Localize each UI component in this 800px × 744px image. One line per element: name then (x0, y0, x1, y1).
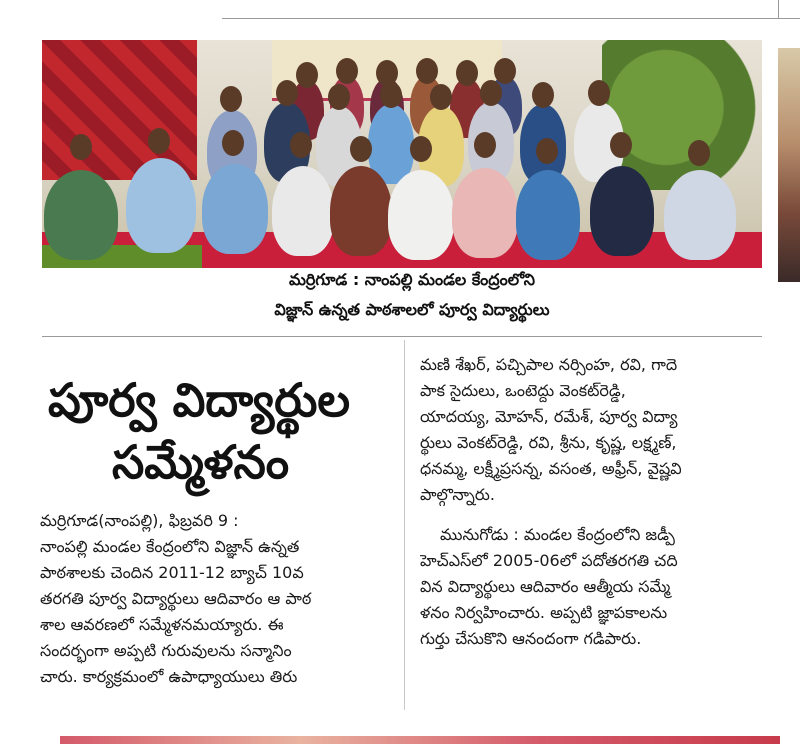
photo-backdrop-banner (42, 40, 197, 180)
article-line: చారు. కార్యక్రమంలో ఉపాధ్యాయులు తిరు (40, 667, 298, 686)
article-line: మణి శేఖర్, పచ్చిపాల నర్సింహ, రవి, గాదె (420, 355, 678, 374)
article-column-1 (40, 508, 396, 690)
headline-line-1: పూర్వ విద్యార్థుల (48, 373, 350, 427)
article-line: సందర్భంగా అప్పటి గురువులను సన్మానిం (40, 641, 292, 660)
article-line: విన విద్యార్థులు ఆదివారం ఆత్మీయ సమ్మే (420, 577, 671, 596)
article-line: శాల ఆవరణలో సమ్మేళనమయ్యారు. ఈ (40, 615, 284, 634)
article-line: మర్రిగూడ(నాంపల్లి), ఫిబ్రవరి 9 : (40, 511, 239, 530)
article-line: తరగతి పూర్వ విద్యార్థులు ఆదివారం ఆ పాఠ (40, 589, 312, 608)
article-column-2-para-1 (420, 352, 780, 508)
photo-caption-line-1: మర్రిగూడ : నాంపల్లి మండల కేంద్రంలోని (288, 270, 535, 289)
article-line: గుర్తు చేసుకొని ఆనందంగా గడిపారు. (420, 629, 642, 648)
article-line: యాదయ్య, మోహన్, రమేశ్, పూర్వ విద్యా (420, 407, 678, 426)
caption-rule (42, 336, 762, 337)
photo-caption-line-2: విజ్ఞాన్ ఉన్నత పాఠశాలలో పూర్వ విద్యార్థులు (274, 300, 550, 319)
top-rule (222, 18, 800, 19)
article-line: ళనం నిర్వహించారు. అప్పటి జ్ఞాపకాలను (420, 603, 668, 622)
column-rule (404, 340, 405, 710)
article-line: పాఠశాలకు చెందిన 2011-12 బ్యాచ్ 10వ (40, 563, 304, 582)
article-column-2-para-2 (440, 522, 780, 548)
group-photo (42, 40, 762, 268)
article-line: నాంపల్లి మండల కేంద్రంలోని విజ్ఞాన్ ఉన్నత (40, 537, 300, 556)
article-line: పాల్గొన్నారు. (420, 485, 495, 504)
article-column-2-para-2-cont (420, 548, 780, 652)
top-rule-tick (778, 0, 779, 18)
article-line: ర్థులు వెంకట్‌రెడ్డి, రవి, శ్రీను, కృష్ణ, లక్ష్మణ్, (420, 433, 677, 452)
headline-line-2: సమ్మేళనం (112, 435, 290, 489)
adjacent-photo-strip (778, 48, 800, 282)
article-line: పాక సైదులు, ఒంటెద్దు వెంకట్‌రెడ్డి, (420, 381, 626, 400)
article-line: ధనమ్మ, లక్ష్మీప్రసన్న, వసంత, అఫ్రీన్, వైష్ణవి (420, 459, 682, 478)
article-line: హెచ్ఎస్‌లో 2005-06లో పదోతరగతి చది (420, 551, 678, 570)
next-photo-edge (60, 736, 780, 744)
article-line: మునుగోడు : మండల కేంద్రంలోని జడ్పీ (440, 525, 675, 544)
